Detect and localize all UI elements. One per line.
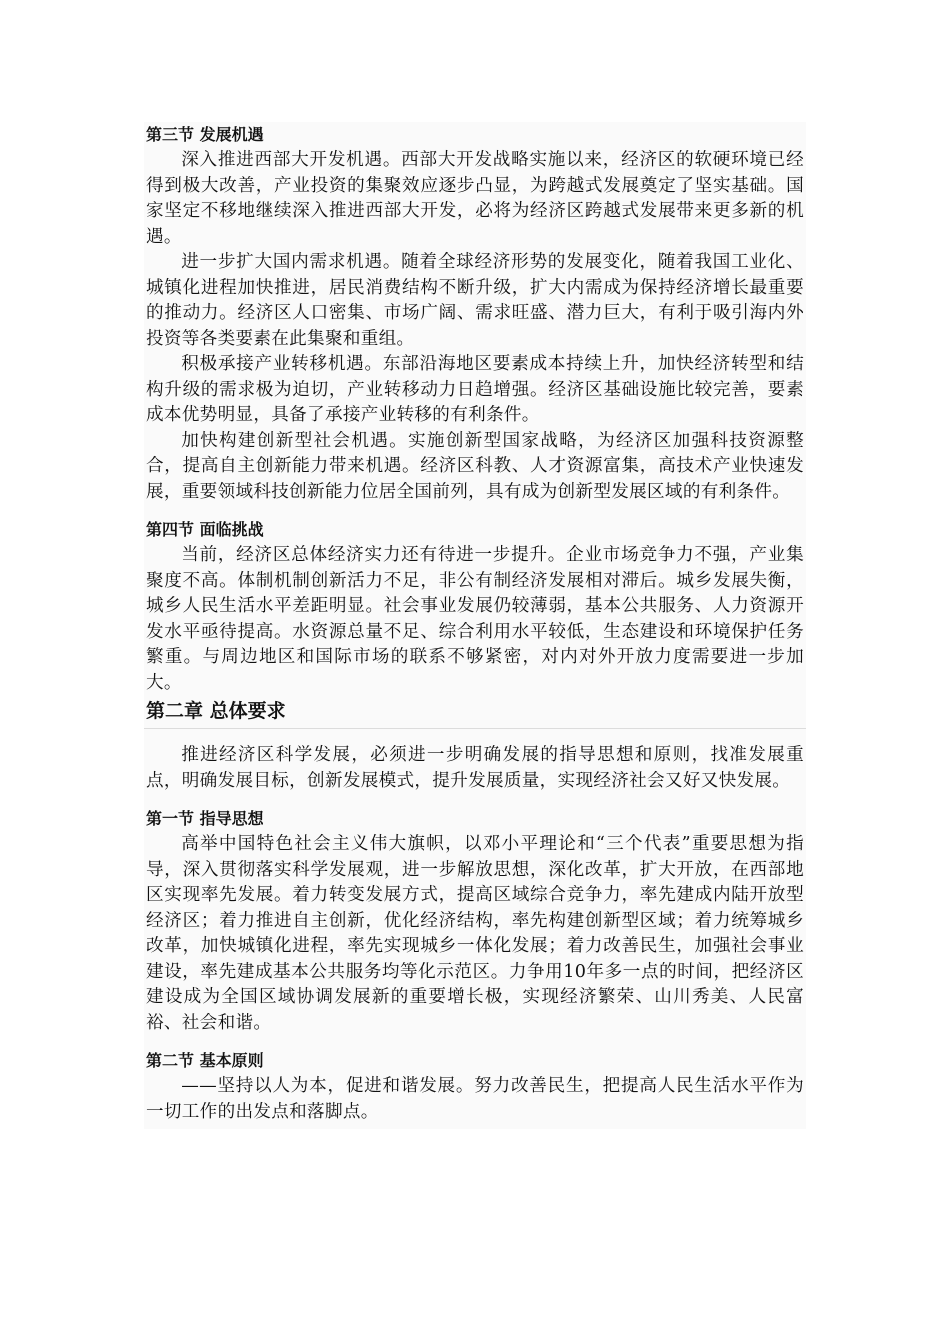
spacer bbox=[144, 505, 806, 517]
paragraph: 深入推进西部大开发机遇。西部大开发战略实施以来，经济区的软硬环境已经得到极大改善，产业投资的集聚效应逐步凸显，为跨越式发展奠定了坚实基础。国家坚定不移地继续深入推进西部大开发，必将为经济区跨越式发展带来更多新的机遇。 bbox=[146, 150, 804, 247]
section-heading: 第三节 发展机遇 bbox=[146, 125, 264, 144]
paragraph: 进一步扩大国内需求机遇。随着全球经济形势的发展变化，随着我国工业化、城镇化进程加快推进，居民消费结构不断升级，扩大内需成为保持经济增长最重要的推动力。经济区人口密集、市场广阔、需求旺盛、潜力巨大，有利于吸引海内外投资等各类要素在此集聚和重组。 bbox=[146, 252, 804, 349]
document-page bbox=[144, 122, 806, 1129]
paragraph: 加快构建创新型社会机遇。实施创新型国家战略，为经济区加强科技资源整合，提高自主创新能力带来机遇。经济区科教、人才资源富集，高技术产业快速发展，重要领域科技创新能力位居全国前列，具有成为创新型发展区域的有利条件。 bbox=[146, 430, 804, 502]
paragraph: 推进经济区科学发展，必须进一步明确发展的指导思想和原则，找准发展重点，明确发展目标，创新发展模式，提升发展质量，实现经济社会又好又快发展。 bbox=[146, 745, 804, 791]
spacer bbox=[144, 794, 806, 806]
spacer bbox=[144, 1036, 806, 1048]
paragraph: ——坚持以人为本，促进和谐发展。努力改善民生，把提高人民生活水平作为一切工作的出发点和落脚点。 bbox=[146, 1076, 804, 1122]
section-heading: 第二节 基本原则 bbox=[146, 1051, 264, 1070]
paragraph: 高举中国特色社会主义伟大旗帜，以邓小平理论和“三个代表”重要思想为指导，深入贯彻落实科学发展观，进一步解放思想，深化改革，扩大开放，在西部地区实现率先发展。着力转变发展方式，提高区域综合竞争力，率先建成内陆开放型经济区；着力推进自主创新，优化经济结构，率先构建创新型区域；着力统筹城乡改革，加快城镇化进程，率先实现城乡一体化发展；着力改善民生，加强社会事业建设，率先建成基本公共服务均等化示范区。力争用10年多一点的时间，把经济区建设成为全国区域协调发展新的重要增长极，实现经济繁荣、山川秀美、人民富裕、社会和谐。 bbox=[146, 834, 804, 1033]
chapter-heading: 第二章 总体要求 bbox=[146, 700, 286, 722]
paragraph: 积极承接产业转移机遇。东部沿海地区要素成本持续上升，加快经济转型和结构升级的需求极为迫切，产业转移动力日趋增强。经济区基础设施比较完善，要素成本优势明显，具备了承接产业转移的有利条件。 bbox=[146, 354, 804, 425]
paragraph: 当前，经济区总体经济实力还有待进一步提升。企业市场竞争力不强，产业集聚度不高。体制机制创新活力不足，非公有制经济发展相对滞后。城乡发展失衡，城乡人民生活水平差距明显。社会事业发展仍较薄弱，基本公共服务、人力资源开发水平亟待提高。水资源总量不足、综合利用水平较低，生态建设和环境保护任务繁重。与周边地区和国际市场的联系不够紧密，对内对外开放力度需要进一步加大。 bbox=[146, 545, 804, 693]
section-heading: 第四节 面临挑战 bbox=[146, 520, 264, 539]
section-heading: 第一节 指导思想 bbox=[146, 809, 264, 828]
divider bbox=[144, 728, 806, 729]
